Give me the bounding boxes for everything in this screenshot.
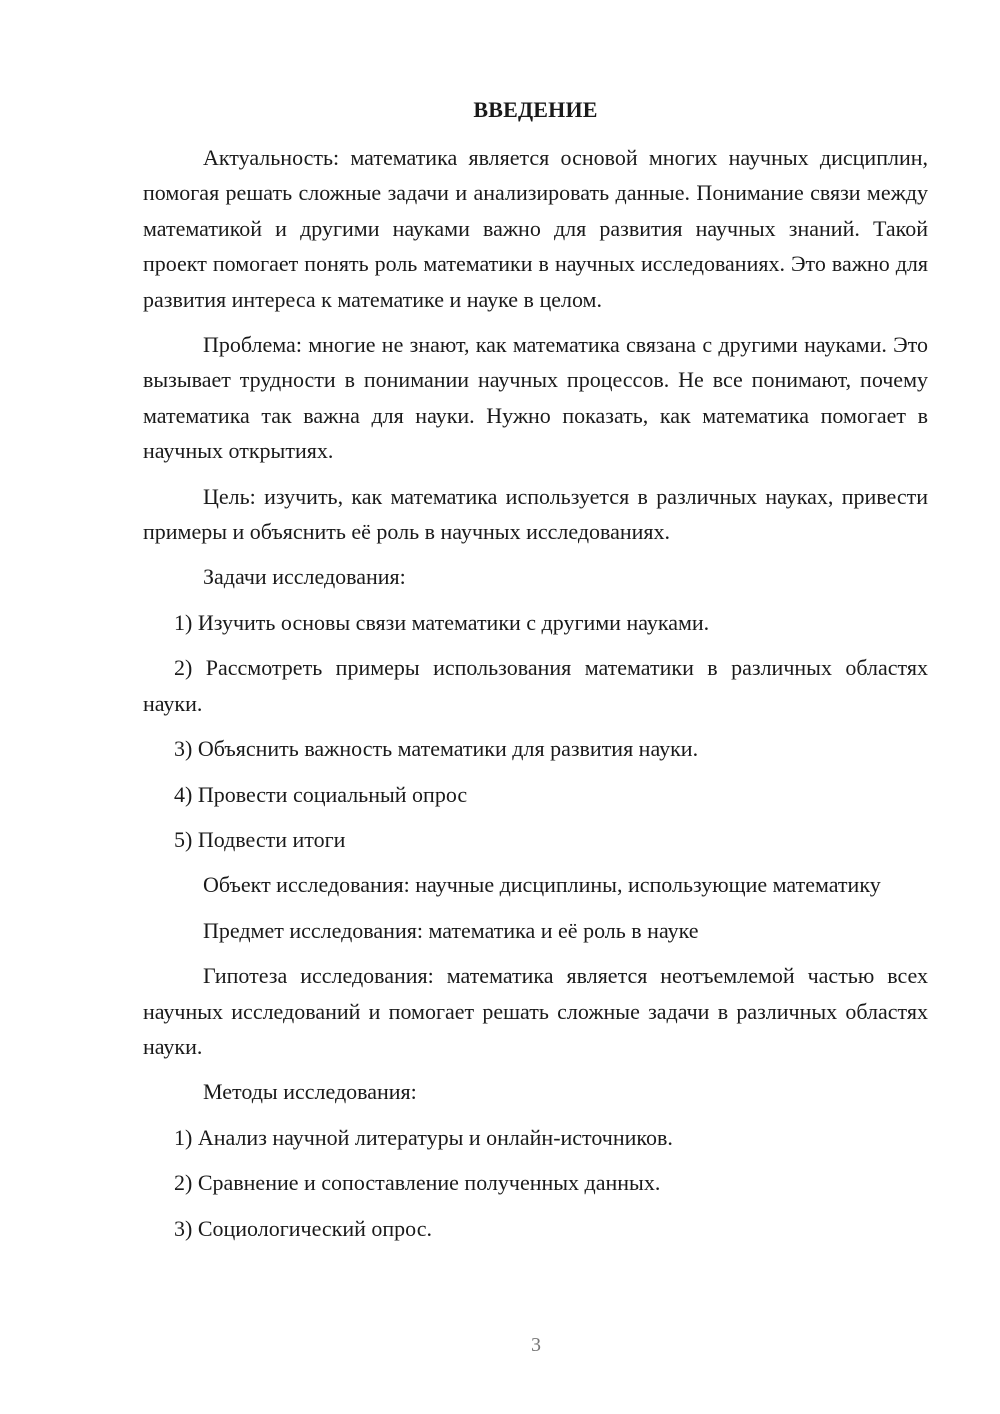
task-item: 1) Изучить основы связи математики с другими науками. (174, 609, 710, 635)
tasks-title: Задачи исследования: (203, 564, 406, 590)
method-item: 1) Анализ научной литературы и онлайн-источников. (174, 1124, 673, 1150)
task-item: 2) Рассмотреть примеры использования математики в различных областях науки. (143, 655, 928, 716)
relevance-paragraph: Актуальность: математика является основой многих научных дисциплин, помогая решать сложные задачи и анализировать данные. Понимание связи между математикой и другими науками важно для развития научных знаний. Такой проект помогает понять роль математики в научных исследованиях. Это важно для развития интереса к математике и науке в целом. (143, 145, 928, 312)
method-item: 2) Сравнение и сопоставление полученных данных. (174, 1170, 661, 1196)
section-heading: ВВЕДЕНИЕ (473, 97, 598, 122)
method-item: 3) Социологический опрос. (174, 1215, 432, 1241)
task-item: 3) Объяснить важность математики для развития науки. (174, 736, 699, 762)
research-hypothesis: Гипотеза исследования: математика является неотъемлемой частью всех научных исследований и помогает решать сложные задачи в различных областях науки. (143, 963, 928, 1059)
problem-paragraph: Проблема: многие не знают, как математика связана с другими науками. Это вызывает трудности в понимании научных процессов. Не все понимают, почему математика так важна для науки. Нужно показать, как математика помогает в научных открытиях. (143, 332, 928, 464)
task-item: 5) Подвести итоги (174, 826, 346, 852)
page-number: 3 (531, 1334, 541, 1356)
tasks-list (143, 605, 928, 857)
document-page (143, 92, 928, 1256)
task-item: 4) Провести социальный опрос (174, 781, 468, 807)
research-subject: Предмет исследования: математика и её роль в науке (203, 917, 699, 943)
goal-paragraph: Цель: изучить, как математика используется в различных науках, привести примеры и объяснить её роль в научных исследованиях. (143, 483, 928, 545)
methods-list (143, 1120, 928, 1246)
research-object: Объект исследования: научные дисциплины, использующие математику (203, 872, 881, 898)
methods-title: Методы исследования: (203, 1079, 417, 1105)
